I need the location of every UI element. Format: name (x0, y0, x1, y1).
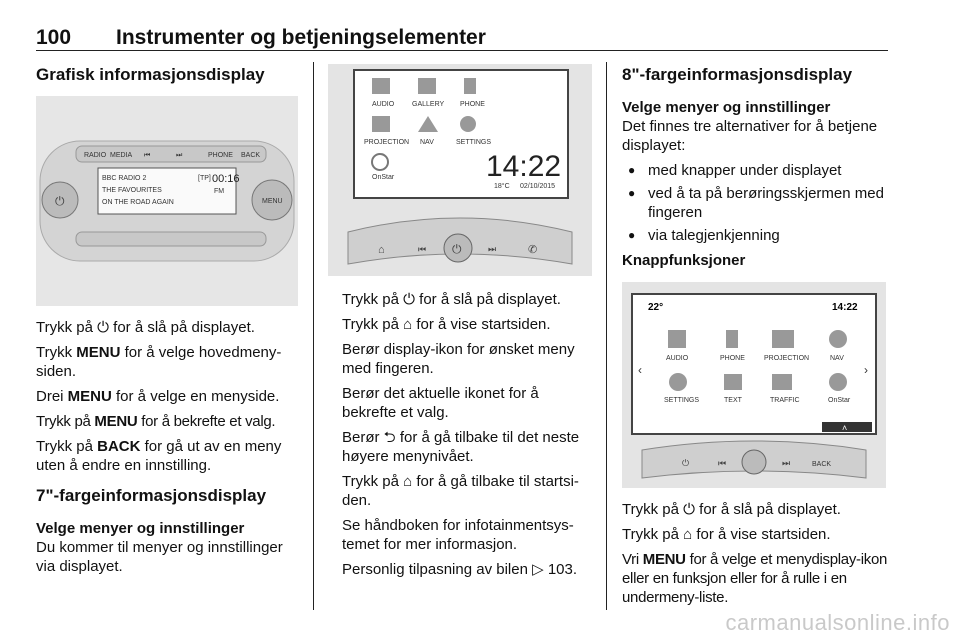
prev-icon[interactable]: ⏮ (418, 244, 427, 254)
chevron-up-icon[interactable]: ˄ (842, 423, 848, 433)
icon-nav[interactable]: NAV (830, 355, 844, 362)
clock: 14:22 (832, 302, 858, 313)
section-heading: 7"-fargeinformasjonsdisplay (36, 486, 267, 505)
page-title: Instrumenter og betjeningselementer (116, 26, 486, 49)
subheading: Knappfunksjoner (622, 252, 746, 269)
paragraph: Berør ⮌ for å gå tilbake til det neste høyere menynivået. (342, 429, 580, 465)
power-icon: ⏻ (55, 194, 65, 208)
column-2-body (342, 290, 596, 585)
temperature: 22° (648, 302, 664, 313)
btn-back[interactable]: BACK (241, 152, 261, 159)
icon-phone[interactable]: PHONE (460, 101, 485, 108)
chevron-right-icon[interactable]: › (864, 363, 868, 377)
icon-nav[interactable]: NAV (420, 139, 434, 146)
section-heading: 8"-fargeinformasjonsdisplay (622, 65, 853, 84)
column-3-body (622, 500, 888, 613)
prev-icon[interactable]: ⏮ (718, 458, 727, 468)
icon-onstar[interactable]: OnStar (828, 397, 851, 404)
paragraph: Trykk på ⌂ for å gå tilbake til startsi-den. (342, 473, 579, 509)
list-item: ● med knapper under displayet (622, 161, 888, 180)
screen-time: 00:16 (212, 173, 240, 185)
paragraph: Trykk på ⏻ for å slå på displayet. (36, 319, 255, 336)
subheading: Velge menyer og innstillinger (36, 520, 245, 537)
power-icon[interactable]: ⏻ (682, 458, 690, 468)
home-icon[interactable]: ⌂ (378, 244, 385, 256)
section-heading: Grafisk informasjonsdisplay (36, 65, 265, 84)
list-item: ● via talegjenkjenning (622, 226, 888, 245)
paragraph: Se håndboken for infotainmentsys-temet for mer informasjon. (342, 517, 574, 553)
menu-knob-label: MENU (262, 198, 283, 205)
figure-7inch-display (328, 64, 592, 276)
paragraph: Trykk på BACK for gå ut av en meny uten å endre en innstilling. (36, 438, 282, 474)
column-3 (622, 64, 888, 270)
paragraph: Trykk på MENU for å bekrefte et valg. (36, 413, 276, 430)
paragraph: Det finnes tre alternativer for å betjene displayet: (622, 118, 878, 154)
paragraph: Trykk på ⌂ for å vise startsiden. (622, 526, 831, 543)
back-button[interactable]: BACK (812, 461, 832, 468)
btn-prev[interactable]: ⏮ (144, 152, 151, 159)
7inch-display-illustration (328, 64, 592, 276)
icon-phone[interactable]: PHONE (720, 355, 745, 362)
radio-panel-illustration (36, 96, 298, 306)
column-1 (36, 64, 300, 86)
screen-tp: [TP] (198, 175, 211, 182)
column-divider-2 (606, 62, 607, 610)
figure-graphic-display (36, 96, 298, 306)
paragraph: Personlig tilpasning av bilen ▷ 103. (342, 561, 578, 578)
column-divider-1 (313, 62, 314, 610)
icon-settings[interactable]: SETTINGS (456, 139, 492, 146)
date: 02/10/2015 (520, 183, 556, 190)
clock: 14:22 (486, 150, 562, 183)
list-item: ● ved å ta på berøringsskjermen med fingeren (622, 184, 888, 222)
column-1-body (36, 318, 302, 582)
header-rule (36, 50, 888, 51)
paragraph: Trykk på ⏻ for å slå på displayet. (342, 291, 561, 308)
8inch-display-illustration (622, 282, 886, 488)
chevron-left-icon[interactable]: ‹ (638, 363, 642, 377)
icon-settings[interactable]: SETTINGS (664, 397, 700, 404)
icon-projection[interactable]: PROJECTION (764, 355, 810, 362)
screen-line-3: ON THE ROAD AGAIN (102, 199, 174, 206)
paragraph: Berør display-ikon for ønsket meny med fingeren. (342, 341, 575, 377)
icon-audio[interactable]: AUDIO (666, 355, 689, 362)
icon-traffic[interactable]: TRAFFIC (770, 397, 800, 404)
paragraph: Trykk MENU for å velge hovedmeny-siden. (36, 344, 282, 380)
paragraph: Du kommer til menyer og innstillinger via displayet. (36, 539, 283, 575)
power-knob[interactable] (742, 450, 766, 474)
paragraph: Drei MENU for å velge en menyside. (36, 388, 280, 405)
icon-projection[interactable]: PROJECTION (364, 139, 410, 146)
power-icon: ⏻ (452, 242, 462, 256)
subheading: Velge menyer og innstillinger (622, 99, 831, 116)
page-header (36, 24, 888, 52)
next-icon[interactable]: ⏭ (488, 244, 497, 254)
paragraph: Berør det aktuelle ikonet for å bekrefte et valg. (342, 385, 539, 421)
paragraph: Trykk på ⌂ for å vise startsiden. (342, 316, 551, 333)
btn-media[interactable]: MEDIA (110, 152, 133, 159)
icon-onstar[interactable]: OnStar (372, 174, 395, 181)
next-icon[interactable]: ⏭ (782, 458, 791, 468)
screen-line-2: THE FAVOURITES (102, 187, 162, 194)
paragraph: Trykk på ⏻ for å slå på displayet. (622, 501, 841, 518)
paragraph: Vri MENU for å velge et menydisplay-ikon eller en funksjon eller for å rulle i en undermeny-liste. (622, 551, 888, 606)
icon-text[interactable]: TEXT (724, 397, 742, 404)
icon-audio[interactable]: AUDIO (372, 101, 395, 108)
screen-line-1: BBC RADIO 2 (102, 175, 147, 182)
btn-phone[interactable]: PHONE (208, 152, 233, 159)
page-number: 100 (36, 26, 72, 49)
temperature: 18°C (494, 183, 510, 190)
watermark: carmanualsonline.info (725, 610, 950, 635)
icon-gallery[interactable]: GALLERY (412, 101, 445, 108)
options-list (622, 161, 888, 245)
screen-fm: FM (214, 188, 225, 195)
phone-icon[interactable]: ✆ (528, 244, 538, 256)
btn-next[interactable]: ⏭ (176, 152, 183, 159)
btn-radio[interactable]: RADIO (84, 152, 107, 159)
figure-8inch-display (622, 282, 886, 488)
